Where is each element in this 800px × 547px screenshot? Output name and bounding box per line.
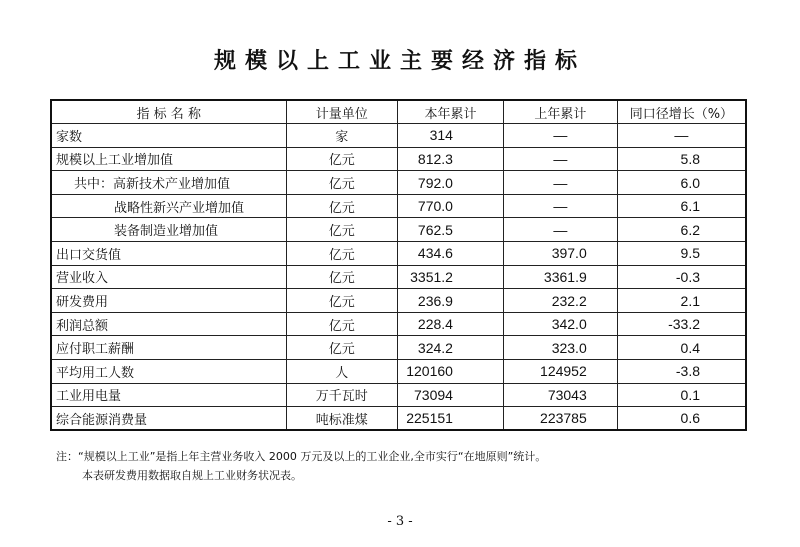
cell-current-year: 434.6 [397, 242, 503, 266]
cell-unit: 亿元 [286, 312, 397, 336]
cell-unit: 亿元 [286, 147, 397, 171]
cell-unit: 亿元 [286, 336, 397, 360]
table-row [51, 289, 746, 313]
indicators-table [50, 99, 747, 431]
cell-unit: 吨标准煤 [286, 407, 397, 431]
cell-growth: 9.5 [617, 242, 746, 266]
cell-unit: 亿元 [286, 242, 397, 266]
header-current-year: 本年累计 [397, 100, 503, 124]
cell-unit: 家 [286, 124, 397, 148]
cell-unit: 亿元 [286, 265, 397, 289]
cell-previous-year: — [503, 147, 617, 171]
cell-indicator-name: 规模以上工业增加值 [51, 147, 286, 171]
cell-indicator-name: 装备制造业增加值 [51, 218, 286, 242]
table-row [51, 124, 746, 148]
page-number: - 3 - [387, 514, 413, 529]
cell-growth: -0.3 [617, 265, 746, 289]
table-row [51, 147, 746, 171]
cell-indicator-name: 出口交货值 [51, 242, 286, 266]
table-header-row [51, 100, 746, 124]
cell-growth: 0.6 [617, 407, 746, 431]
cell-previous-year: 397.0 [503, 242, 617, 266]
note-line: 注：“规模以上工业”是指上年主营业务收入 2000 万元及以上的工业企业,全市实行“在地原则”统计。 [56, 450, 547, 463]
cell-indicator-name: 平均用工人数 [51, 360, 286, 384]
cell-previous-year: 3361.9 [503, 265, 617, 289]
table-row [51, 218, 746, 242]
cell-indicator-name: 营业收入 [51, 265, 286, 289]
cell-previous-year: 223785 [503, 407, 617, 431]
cell-unit: 亿元 [286, 171, 397, 195]
cell-current-year: 225151 [397, 407, 503, 431]
note-line: 本表研发费用数据取自规上工业财务状况表。 [82, 469, 302, 482]
cell-current-year: 792.0 [397, 171, 503, 195]
cell-indicator-name: 研发费用 [51, 289, 286, 313]
cell-indicator-name: 战略性新兴产业增加值 [51, 194, 286, 218]
cell-growth: 6.1 [617, 194, 746, 218]
cell-current-year: 762.5 [397, 218, 503, 242]
table-row [51, 360, 746, 384]
cell-current-year: 812.3 [397, 147, 503, 171]
cell-growth: 6.2 [617, 218, 746, 242]
header-previous-year: 上年累计 [503, 100, 617, 124]
cell-previous-year: — [503, 218, 617, 242]
cell-growth: -33.2 [617, 312, 746, 336]
cell-current-year: 314 [397, 124, 503, 148]
cell-indicator-name: 工业用电量 [51, 383, 286, 407]
cell-indicator-name: 共中：高新技术产业增加值 [51, 171, 286, 195]
table-row [51, 194, 746, 218]
table-row [51, 407, 746, 431]
cell-previous-year: 232.2 [503, 289, 617, 313]
header-unit: 计量单位 [286, 100, 397, 124]
cell-indicator-name: 应付职工薪酬 [51, 336, 286, 360]
cell-previous-year: — [503, 124, 617, 148]
cell-previous-year: 124952 [503, 360, 617, 384]
table-row [51, 242, 746, 266]
cell-growth: 0.1 [617, 383, 746, 407]
table-row [51, 265, 746, 289]
cell-growth: 5.8 [617, 147, 746, 171]
cell-growth: -3.8 [617, 360, 746, 384]
cell-previous-year: — [503, 194, 617, 218]
cell-unit: 亿元 [286, 218, 397, 242]
cell-unit: 万千瓦时 [286, 383, 397, 407]
cell-unit: 人 [286, 360, 397, 384]
cell-current-year: 770.0 [397, 194, 503, 218]
page-title: 规模以上工业主要经济指标 [213, 48, 586, 74]
table-notes [56, 447, 546, 485]
cell-current-year: 73094 [397, 383, 503, 407]
header-indicator-name: 指 标 名 称 [51, 100, 286, 124]
header-growth: 同口径增长（%） [617, 100, 746, 124]
cell-indicator-name: 综合能源消费量 [51, 407, 286, 431]
cell-unit: 亿元 [286, 194, 397, 218]
cell-growth: 0.4 [617, 336, 746, 360]
cell-current-year: 236.9 [397, 289, 503, 313]
cell-current-year: 3351.2 [397, 265, 503, 289]
cell-previous-year: 323.0 [503, 336, 617, 360]
cell-indicator-name: 利润总额 [51, 312, 286, 336]
cell-growth: 6.0 [617, 171, 746, 195]
cell-previous-year: — [503, 171, 617, 195]
table-row [51, 383, 746, 407]
table-row [51, 312, 746, 336]
table-row [51, 336, 746, 360]
cell-current-year: 120160 [397, 360, 503, 384]
cell-growth: — [617, 124, 746, 148]
table-row [51, 171, 746, 195]
cell-current-year: 324.2 [397, 336, 503, 360]
cell-current-year: 228.4 [397, 312, 503, 336]
cell-growth: 2.1 [617, 289, 746, 313]
cell-previous-year: 73043 [503, 383, 617, 407]
cell-previous-year: 342.0 [503, 312, 617, 336]
cell-indicator-name: 家数 [51, 124, 286, 148]
cell-unit: 亿元 [286, 289, 397, 313]
